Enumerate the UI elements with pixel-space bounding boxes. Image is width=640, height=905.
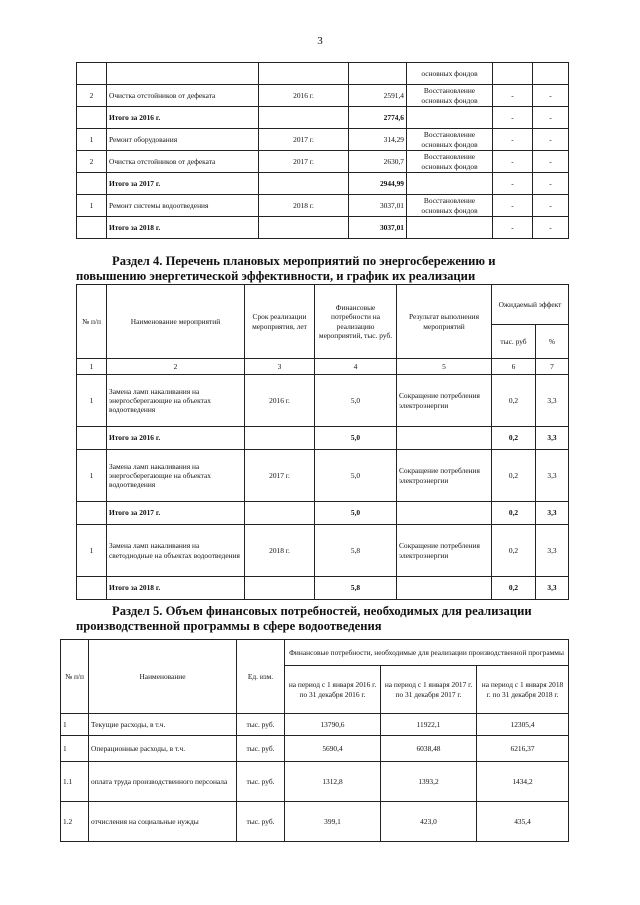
- row-effect-pct: 3,3: [536, 427, 569, 450]
- table-row: [77, 375, 569, 427]
- row-name: Замена ламп накаливания на энергосберегающие на объектах водоотведения: [107, 375, 245, 427]
- row-year: 2017 г.: [259, 129, 349, 151]
- row-cost: 3037,01: [349, 217, 407, 239]
- row-result: Восстановление основных фондов: [407, 129, 493, 151]
- row-number: 1: [77, 129, 107, 151]
- column-number: 1: [77, 359, 107, 375]
- row-effect-pct: 3,3: [536, 525, 569, 577]
- row-number: [77, 217, 107, 239]
- table-row: [77, 151, 569, 173]
- table-row: [77, 85, 569, 107]
- row-number: [77, 427, 107, 450]
- row-unit: тыс. руб.: [237, 714, 285, 736]
- row-effect-b: -: [533, 151, 569, 173]
- row-cost: 2774,6: [349, 107, 407, 129]
- row-value-2018: 1434,2: [477, 762, 569, 802]
- col-header-effect-rub: тыс. руб: [492, 325, 536, 359]
- row-value-2016: 1312,8: [285, 762, 381, 802]
- page-number: 3: [317, 35, 323, 47]
- row-effect-b: -: [533, 217, 569, 239]
- row-finance: 5,8: [315, 577, 397, 600]
- row-name: Итого за 2018 г.: [107, 577, 245, 600]
- row-effect-pct: 3,3: [536, 502, 569, 525]
- row-year: [259, 107, 349, 129]
- row-number: [77, 173, 107, 195]
- row-effect-a: -: [493, 129, 533, 151]
- s5-header-group: Финансовые потребности, необходимые для реализации производственной программы: [285, 640, 569, 666]
- row-effect-a: -: [493, 217, 533, 239]
- row-effect-b: -: [533, 195, 569, 217]
- table-row: [61, 736, 569, 762]
- section5-table: [60, 639, 569, 842]
- row-effect-pct: 3,3: [536, 450, 569, 502]
- row-result: [407, 107, 493, 129]
- row-number: 1: [61, 714, 89, 736]
- row-name: Замена ламп накаливания на светодиодные на объектах водоотведения: [107, 525, 245, 577]
- row-name: Итого за 2016 г.: [107, 107, 259, 129]
- row-effect-b: -: [533, 85, 569, 107]
- row-effect-b: -: [533, 107, 569, 129]
- row-result: основных фондов: [407, 63, 493, 85]
- s5-header-unit: Ед. изм.: [237, 640, 285, 714]
- row-effect-b: -: [533, 129, 569, 151]
- previous-section-table: [76, 62, 569, 239]
- row-effect-rub: 0,2: [492, 525, 536, 577]
- row-unit: тыс. руб.: [237, 762, 285, 802]
- table-row: [77, 450, 569, 502]
- row-result: Восстановление основных фондов: [407, 195, 493, 217]
- column-number: 2: [107, 359, 245, 375]
- row-value-2017: 11922,1: [381, 714, 477, 736]
- row-year: [259, 217, 349, 239]
- col-header-name: Наименование мероприятий: [107, 285, 245, 359]
- row-cost: 2630,7: [349, 151, 407, 173]
- row-effect-pct: 3,3: [536, 577, 569, 600]
- column-number: 7: [536, 359, 569, 375]
- section4-table: [76, 284, 569, 600]
- row-value-2016: 13790,6: [285, 714, 381, 736]
- row-number: 2: [77, 151, 107, 173]
- row-number: 1: [77, 450, 107, 502]
- row-number: 1.2: [61, 802, 89, 842]
- row-number: 1: [77, 195, 107, 217]
- row-unit: тыс. руб.: [237, 802, 285, 842]
- section5-title: Раздел 5. Объем финансовых потребностей, необходимых для реализации производственной программы в сфере водоотведения: [76, 604, 532, 633]
- total-row: [77, 502, 569, 525]
- row-value-2018: 12305,4: [477, 714, 569, 736]
- column-number: 4: [315, 359, 397, 375]
- row-result: [397, 502, 492, 525]
- row-effect-b: -: [533, 173, 569, 195]
- row-effect-a: -: [493, 173, 533, 195]
- row-effect-rub: 0,2: [492, 450, 536, 502]
- row-name: Замена ламп накаливания на энергосберегающие на объектах водоотведения: [107, 450, 245, 502]
- row-term: 2016 г.: [245, 375, 315, 427]
- row-effect-a: -: [493, 195, 533, 217]
- row-term: 2017 г.: [245, 450, 315, 502]
- column-number: 3: [245, 359, 315, 375]
- row-unit: тыс. руб.: [237, 736, 285, 762]
- row-finance: 5,0: [315, 375, 397, 427]
- row-finance: 5,8: [315, 525, 397, 577]
- row-name: Итого за 2017 г.: [107, 502, 245, 525]
- row-value-2017: 6038,48: [381, 736, 477, 762]
- row-name: Очистка отстойников от дефеката: [107, 85, 259, 107]
- row-number: [77, 63, 107, 85]
- s5-header-num: № п/п: [61, 640, 89, 714]
- row-cost: 314,29: [349, 129, 407, 151]
- col-header-result: Результат выполнения мероприятий: [397, 285, 492, 359]
- row-cost: 2944,99: [349, 173, 407, 195]
- total-row: [77, 173, 569, 195]
- row-year: [259, 173, 349, 195]
- row-effect-a: -: [493, 107, 533, 129]
- s5-header-2018: на период с 1 января 2018 г. по 31 декабря 2018 г.: [477, 666, 569, 714]
- row-name: оплата труда производственного персонала: [89, 762, 237, 802]
- column-number: 6: [492, 359, 536, 375]
- row-name: Операционные расходы, в т.ч.: [89, 736, 237, 762]
- row-result: Сокращение потребления электроэнергии: [397, 450, 492, 502]
- col-header-effect: Ожидаемый эффект: [492, 285, 569, 325]
- s5-header-2017: на период с 1 января 2017 г. по 31 декабря 2017 г.: [381, 666, 477, 714]
- row-effect-pct: 3,3: [536, 375, 569, 427]
- row-finance: 5,0: [315, 427, 397, 450]
- row-effect-a: -: [493, 151, 533, 173]
- row-result: [397, 427, 492, 450]
- table-row: [61, 762, 569, 802]
- table-row: [77, 129, 569, 151]
- row-name: Ремонт системы водоотведения: [107, 195, 259, 217]
- table-row: [61, 714, 569, 736]
- row-name: Очистка отстойников от дефеката: [107, 151, 259, 173]
- row-name: [107, 63, 259, 85]
- row-finance: 5,0: [315, 450, 397, 502]
- row-year: [259, 63, 349, 85]
- row-result: Сокращение потребления электроэнергии: [397, 375, 492, 427]
- row-effect-a: -: [493, 85, 533, 107]
- row-number: [77, 107, 107, 129]
- row-term: [245, 577, 315, 600]
- row-effect-rub: 0,2: [492, 427, 536, 450]
- row-result: [407, 217, 493, 239]
- row-term: 2018 г.: [245, 525, 315, 577]
- row-cost: [349, 63, 407, 85]
- row-year: 2016 г.: [259, 85, 349, 107]
- row-result: [397, 577, 492, 600]
- row-effect-rub: 0,2: [492, 577, 536, 600]
- total-row: [77, 217, 569, 239]
- row-name: Итого за 2016 г.: [107, 427, 245, 450]
- row-number: 1: [77, 525, 107, 577]
- s5-header-2016: на период с 1 января 2016 г. по 31 декабря 2016 г.: [285, 666, 381, 714]
- row-result: Восстановление основных фондов: [407, 151, 493, 173]
- row-term: [245, 502, 315, 525]
- total-row: [77, 107, 569, 129]
- row-number: 2: [77, 85, 107, 107]
- row-number: [77, 502, 107, 525]
- row-value-2017: 1393,2: [381, 762, 477, 802]
- table-row: [77, 195, 569, 217]
- row-value-2016: 399,1: [285, 802, 381, 842]
- table-row: [61, 802, 569, 842]
- row-number: 1.1: [61, 762, 89, 802]
- section4-title: Раздел 4. Перечень плановых мероприятий по энергосбережению и повышению энергетической эффективности, и график их реализации: [76, 254, 496, 283]
- row-effect-b: [533, 63, 569, 85]
- row-term: [245, 427, 315, 450]
- s5-header-name: Наименование: [89, 640, 237, 714]
- row-number: 1: [77, 375, 107, 427]
- col-header-effect-pct: %: [536, 325, 569, 359]
- row-effect-rub: 0,2: [492, 375, 536, 427]
- row-year: 2018 г.: [259, 195, 349, 217]
- column-number: 5: [397, 359, 492, 375]
- row-value-2018: 435,4: [477, 802, 569, 842]
- table-row: [77, 525, 569, 577]
- row-year: 2017 г.: [259, 151, 349, 173]
- row-value-2018: 6216,37: [477, 736, 569, 762]
- total-row: [77, 427, 569, 450]
- total-row: [77, 577, 569, 600]
- col-header-num: № п/п: [77, 285, 107, 359]
- table-row: [77, 63, 569, 85]
- row-number: [77, 577, 107, 600]
- row-name: Итого за 2017 г.: [107, 173, 259, 195]
- row-name: отчисления на социальные нужды: [89, 802, 237, 842]
- row-result: Сокращение потребления электроэнергии: [397, 525, 492, 577]
- row-effect-a: [493, 63, 533, 85]
- row-value-2017: 423,0: [381, 802, 477, 842]
- row-value-2016: 5690,4: [285, 736, 381, 762]
- col-header-finance: Финансовые потребности на реализацию мероприятий, тыс. руб.: [315, 285, 397, 359]
- row-name: Ремонт оборудования: [107, 129, 259, 151]
- row-cost: 3037,01: [349, 195, 407, 217]
- col-header-term: Срок реализации мероприятия, лет: [245, 285, 315, 359]
- row-cost: 2591,4: [349, 85, 407, 107]
- row-finance: 5,0: [315, 502, 397, 525]
- row-name: Итого за 2018 г.: [107, 217, 259, 239]
- row-number: 1: [61, 736, 89, 762]
- row-effect-rub: 0,2: [492, 502, 536, 525]
- row-result: Восстановление основных фондов: [407, 85, 493, 107]
- row-name: Текущие расходы, в т.ч.: [89, 714, 237, 736]
- row-result: [407, 173, 493, 195]
